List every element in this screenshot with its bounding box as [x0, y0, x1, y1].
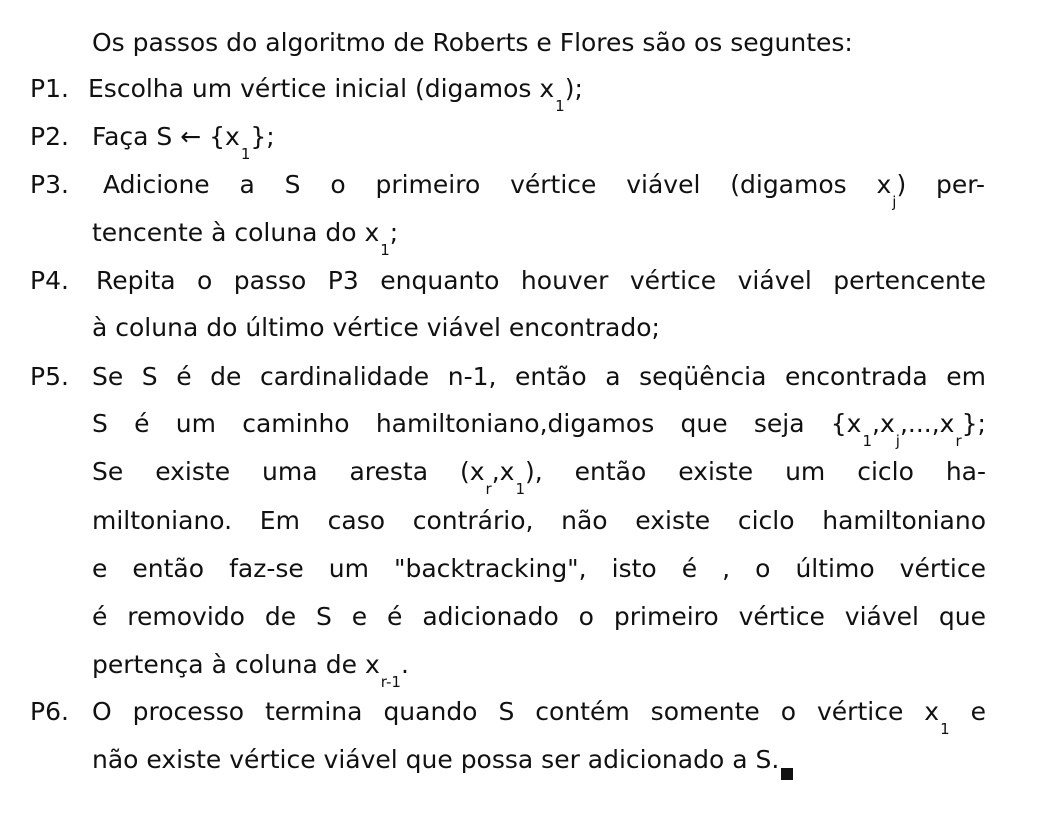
step-p3-line-2 [92, 218, 399, 259]
text-segment: }; [250, 122, 275, 151]
step-p5-line-7 [92, 650, 409, 691]
text-segment: . [400, 650, 409, 679]
step-p5-line-3 [92, 457, 987, 498]
step-p3-line-1 [103, 170, 985, 211]
subscript: 1 [380, 241, 390, 259]
subscript: 1 [555, 97, 565, 115]
step-label: P6. [30, 697, 69, 726]
step-label: P3. [30, 170, 69, 199]
text-segment: não existe vértice viável que possa ser adicionado a S. [92, 745, 780, 774]
step-p1-line-1 [88, 74, 583, 115]
end-of-proof-square-icon [781, 768, 793, 780]
text-segment: ) per- [896, 170, 985, 199]
text-segment: Adicione a S o primeiro vértice viável (digamos x [103, 170, 892, 199]
subscript: 1 [240, 145, 251, 163]
text-segment: pertença à coluna de x [92, 650, 380, 679]
step-p6-line-2 [92, 745, 793, 775]
step-label: P1. [30, 74, 69, 103]
text-segment: miltoniano. Em caso contrário, não existe ciclo hamiltoniano [92, 506, 986, 535]
step-p5-line-1 [92, 362, 986, 392]
text-segment: ), então existe um ciclo ha- [525, 457, 987, 486]
text-segment: e [949, 697, 986, 726]
step-label: P4. [30, 266, 69, 295]
text-segment: Repita o passo P3 enquanto houver vértice viável pertencente [96, 266, 986, 295]
text-segment: ,...,x [899, 409, 955, 438]
step-label: P5. [30, 362, 69, 391]
text-segment: Se existe uma aresta (x [92, 457, 485, 486]
text-segment: Se S é de cardinalidade n-1, então a seqüência encontrada em [92, 362, 986, 391]
step-p5-line-2 [92, 409, 986, 450]
text-segment: ; [389, 218, 399, 247]
intro-line: Os passos do algoritmo de Roberts e Flores são os seguntes: [92, 28, 853, 57]
text-segment: ,x [491, 457, 515, 486]
step-p5-line-5 [92, 554, 986, 584]
text-segment: S é um caminho hamiltoniano,digamos que seja {x [92, 409, 862, 438]
step-p5-line-4 [92, 506, 986, 536]
subscript: r [485, 480, 492, 498]
text-segment: Escolha um vértice inicial (digamos x [88, 74, 555, 103]
subscript: r [955, 432, 962, 450]
step-label: P2. [30, 122, 69, 151]
subscript: j [892, 193, 897, 211]
text-segment: à coluna do último vértice viável encontrado; [92, 313, 660, 342]
step-p2-line-1 [92, 122, 275, 163]
subscript: 1 [862, 432, 873, 450]
subscript: 1 [515, 480, 526, 498]
subscript: r-1 [380, 673, 401, 691]
text-segment: Faça S ← {x [92, 122, 240, 151]
text-segment: ); [564, 74, 583, 103]
intro-text [92, 28, 853, 58]
text-segment: tencente à coluna do x [92, 218, 380, 247]
step-p5-line-6 [92, 602, 986, 632]
text-segment: ,x [872, 409, 895, 438]
step-p6-line-1 [92, 697, 986, 738]
text-segment: e então faz-se um "backtracking", isto é , o último vértice [92, 554, 986, 583]
subscript: 1 [940, 720, 950, 738]
step-p4-line-2 [92, 313, 660, 343]
text-segment: é removido de S e é adicionado o primeiro vértice viável que [92, 602, 986, 631]
text-segment: O processo termina quando S contém somente o vértice x [92, 697, 940, 726]
subscript: j [895, 432, 900, 450]
text-segment: }; [961, 409, 986, 438]
step-p4-line-1 [96, 266, 986, 296]
